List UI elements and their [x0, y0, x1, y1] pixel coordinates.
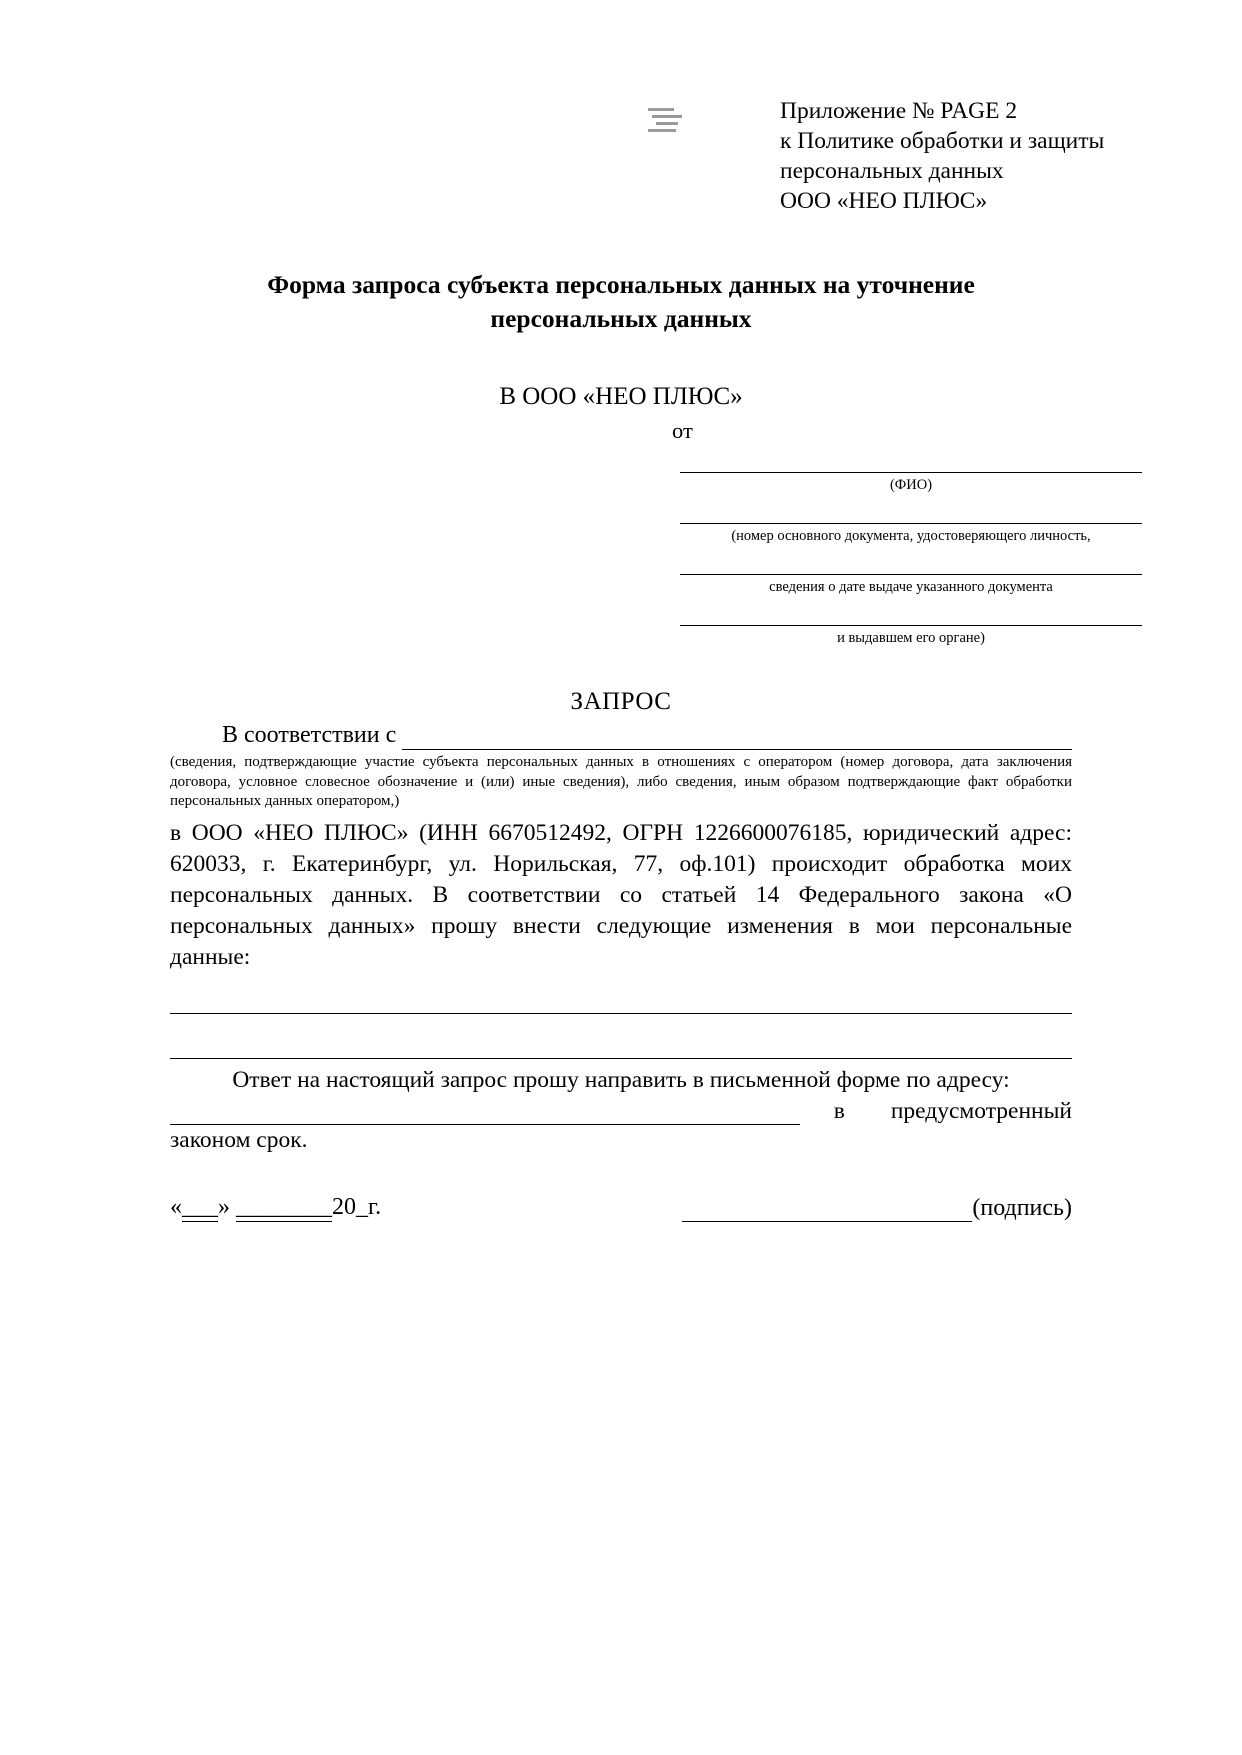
changes-input-line-1[interactable] [170, 983, 1072, 1014]
header-line-4: ООО «НЕО ПЛЮС» [780, 188, 988, 214]
fio-input-line[interactable] [680, 446, 1142, 473]
signature-input-line[interactable] [682, 1201, 972, 1222]
small-note: (сведения, подтверждающие участие субъекта персональных данных в отношениях с оператором (номер договора, дата заключения договора, условное словесное обозначение и (или) иные сведения), либо сведения, иным образом подтверждающие факт обработки персональных данных оператором,) [170, 754, 1072, 809]
document-header [0, 0, 1242, 216]
signature-date[interactable] [170, 1194, 381, 1222]
in-accordance-label: В соответствии с [222, 722, 397, 748]
field-fio [680, 446, 1142, 495]
doc-date-caption: сведения о дате выдаче указанного документа [769, 579, 1053, 595]
doc-number-caption: (номер основного документа, удостоверяющего личность, [731, 528, 1091, 544]
in-accordance-input-line[interactable] [402, 727, 1072, 750]
answer-tail-2: предусмотренный [890, 1097, 1072, 1124]
date-prefix: « [170, 1193, 182, 1220]
doc-number-input-line[interactable] [680, 497, 1142, 524]
addressee-line: В ООО «НЕО ПЛЮС» [499, 383, 743, 410]
signature-row [170, 1194, 1072, 1222]
signature-field [682, 1195, 1072, 1222]
header-line-2: к Политике обработки и защиты [780, 128, 1105, 154]
field-doc-issuer [680, 599, 1142, 648]
doc-issuer-input-line[interactable] [680, 599, 1142, 626]
field-doc-date [680, 548, 1142, 597]
doc-date-input-line[interactable] [680, 548, 1142, 575]
from-label: от [672, 418, 693, 443]
header-annex-block [780, 96, 1104, 216]
date-year: 20_г. [332, 1193, 382, 1220]
page-title: Форма запроса субъекта персональных данных на уточнение персональных данных [267, 270, 975, 333]
answer-tail-1: в [833, 1097, 845, 1124]
answer-tail-3: законом срок. [170, 1126, 308, 1153]
paragraph-mark-icon [648, 108, 688, 132]
request-heading: ЗАПРОС [570, 688, 672, 715]
date-month-blank[interactable]: ________ [236, 1193, 332, 1220]
date-day-blank[interactable]: ___ [182, 1193, 218, 1220]
answer-sentence: Ответ на настоящий запрос прошу направить в письменной форме по адресу: [232, 1066, 1010, 1093]
header-line-3: персональных данных [780, 158, 1004, 184]
in-accordance-row [170, 720, 1072, 750]
doc-issuer-caption: и выдавшем его органе) [837, 630, 985, 646]
answer-address-input-line[interactable] [170, 1100, 800, 1125]
header-line-1: Приложение № PAGE 2 [780, 98, 1018, 124]
main-paragraph: в ООО «НЕО ПЛЮС» (ИНН 6670512492, ОГРН 1226600076185, юридический адрес: 620033, г. Екатеринбург, ул. Норильская, 77, оф.101) происходит обработка моих персональных данных. В соответствии со статьей 14 Федерального закона «О персональных данных» прошу внести следующие изменения в мои персональные данные: [170, 819, 1072, 970]
fio-caption: (ФИО) [889, 477, 933, 493]
changes-input-line-2[interactable] [170, 1028, 1072, 1059]
date-quote-close: » [218, 1193, 230, 1220]
document-body [170, 720, 1072, 1222]
field-doc-number [680, 497, 1142, 546]
answer-address-row [170, 1098, 1072, 1125]
signature-caption: (подпись) [972, 1194, 1072, 1221]
